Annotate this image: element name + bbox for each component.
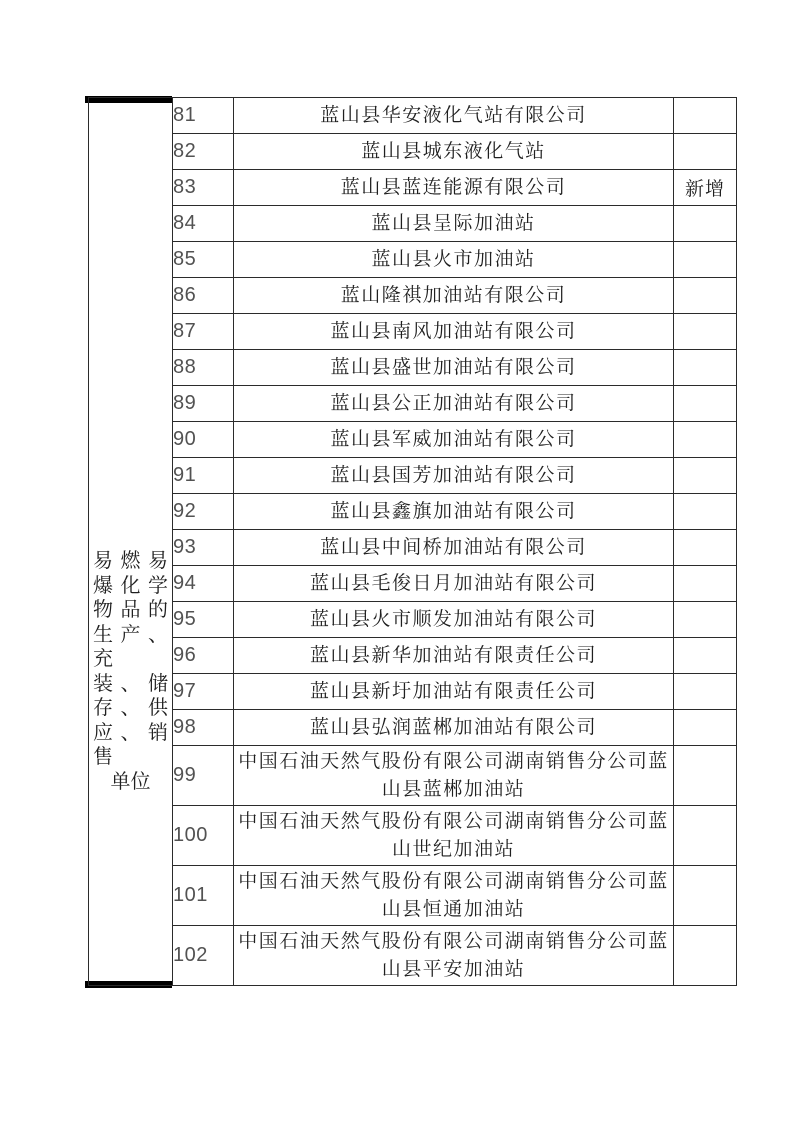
unit-name-cell: 中国石油天然气股份有限公司湖南销售分公司蓝山县恒通加油站 xyxy=(234,866,674,926)
status-cell xyxy=(674,278,737,314)
category-header-text xyxy=(89,289,172,794)
table-row xyxy=(89,242,737,278)
category-line: 物品的 xyxy=(93,599,168,621)
unit-name-cell: 蓝山隆祺加油站有限公司 xyxy=(234,278,674,314)
row-number-cell: 94 xyxy=(173,566,234,602)
status-cell xyxy=(674,746,737,806)
hazmat-units-table xyxy=(88,97,737,986)
table-row xyxy=(89,494,737,530)
unit-name-cell: 蓝山县蓝连能源有限公司 xyxy=(234,170,674,206)
table-row xyxy=(89,566,737,602)
row-number-cell: 96 xyxy=(173,638,234,674)
unit-name-cell: 蓝山县国芳加油站有限公司 xyxy=(234,458,674,494)
row-number-cell: 91 xyxy=(173,458,234,494)
table-row xyxy=(89,458,737,494)
status-cell xyxy=(674,566,737,602)
unit-name-cell: 蓝山县鑫旗加油站有限公司 xyxy=(234,494,674,530)
row-number-cell: 102 xyxy=(173,926,234,986)
status-cell xyxy=(674,494,737,530)
row-number-cell: 87 xyxy=(173,314,234,350)
row-number-cell: 83 xyxy=(173,170,234,206)
status-cell xyxy=(674,350,737,386)
table-row xyxy=(89,98,737,134)
table-row xyxy=(89,866,737,926)
unit-name-cell: 蓝山县新华加油站有限责任公司 xyxy=(234,638,674,674)
unit-name-cell: 蓝山县弘润蓝郴加油站有限公司 xyxy=(234,710,674,746)
row-number-cell: 89 xyxy=(173,386,234,422)
row-number-cell: 85 xyxy=(173,242,234,278)
status-cell xyxy=(674,206,737,242)
unit-name-cell: 蓝山县中间桥加油站有限公司 xyxy=(234,530,674,566)
category-line: 易燃易 xyxy=(93,550,168,572)
unit-name-cell: 中国石油天然气股份有限公司湖南销售分公司蓝山世纪加油站 xyxy=(234,806,674,866)
category-line: 存、供 xyxy=(93,697,168,719)
table-row xyxy=(89,530,737,566)
table-row xyxy=(89,806,737,866)
status-cell xyxy=(674,602,737,638)
category-line: 应、销售 xyxy=(93,721,168,768)
category-line: 爆化学 xyxy=(93,574,168,597)
row-number-cell: 98 xyxy=(173,710,234,746)
status-cell: 新增 xyxy=(674,170,737,206)
table-row xyxy=(89,674,737,710)
unit-name-cell: 蓝山县城东液化气站 xyxy=(234,134,674,170)
status-cell xyxy=(674,242,737,278)
row-number-cell: 90 xyxy=(173,422,234,458)
status-cell xyxy=(674,806,737,866)
status-cell xyxy=(674,530,737,566)
status-cell xyxy=(674,314,737,350)
unit-name-cell: 蓝山县火市加油站 xyxy=(234,242,674,278)
table-row xyxy=(89,602,737,638)
row-number-cell: 100 xyxy=(173,806,234,866)
status-cell xyxy=(674,458,737,494)
row-number-cell: 101 xyxy=(173,866,234,926)
row-number-cell: 99 xyxy=(173,746,234,806)
row-number-cell: 93 xyxy=(173,530,234,566)
table-row xyxy=(89,170,737,206)
table-row xyxy=(89,314,737,350)
status-cell xyxy=(674,710,737,746)
category-header-cell xyxy=(89,98,173,986)
category-line: 生产、充 xyxy=(93,623,168,670)
table-row xyxy=(89,746,737,806)
row-number-cell: 95 xyxy=(173,602,234,638)
status-cell xyxy=(674,134,737,170)
unit-name-cell: 蓝山县南风加油站有限公司 xyxy=(234,314,674,350)
status-cell xyxy=(674,98,737,134)
category-line: 单位 xyxy=(110,770,151,793)
unit-name-cell: 中国石油天然气股份有限公司湖南销售分公司蓝山县平安加油站 xyxy=(234,926,674,986)
status-cell xyxy=(674,386,737,422)
status-cell xyxy=(674,926,737,986)
unit-name-cell: 蓝山县华安液化气站有限公司 xyxy=(234,98,674,134)
row-number-cell: 88 xyxy=(173,350,234,386)
unit-name-cell: 蓝山县毛俊日月加油站有限公司 xyxy=(234,566,674,602)
unit-name-cell: 蓝山县公正加油站有限公司 xyxy=(234,386,674,422)
unit-name-cell: 中国石油天然气股份有限公司湖南销售分公司蓝山县蓝郴加油站 xyxy=(234,746,674,806)
row-number-cell: 82 xyxy=(173,134,234,170)
status-cell xyxy=(674,638,737,674)
row-number-cell: 84 xyxy=(173,206,234,242)
table-row xyxy=(89,350,737,386)
status-cell xyxy=(674,422,737,458)
unit-name-cell: 蓝山县盛世加油站有限公司 xyxy=(234,350,674,386)
table-row xyxy=(89,422,737,458)
table-row xyxy=(89,134,737,170)
row-number-cell: 86 xyxy=(173,278,234,314)
status-cell xyxy=(674,866,737,926)
table-row xyxy=(89,710,737,746)
unit-name-cell: 蓝山县火市顺发加油站有限公司 xyxy=(234,602,674,638)
unit-name-cell: 蓝山县呈际加油站 xyxy=(234,206,674,242)
row-number-cell: 97 xyxy=(173,674,234,710)
unit-name-cell: 蓝山县新圩加油站有限责任公司 xyxy=(234,674,674,710)
row-number-cell: 81 xyxy=(173,98,234,134)
table-row xyxy=(89,926,737,986)
unit-name-cell: 蓝山县军威加油站有限公司 xyxy=(234,422,674,458)
row-number-cell: 92 xyxy=(173,494,234,530)
table-row xyxy=(89,638,737,674)
status-cell xyxy=(674,674,737,710)
table-row xyxy=(89,206,737,242)
category-line: 装、储 xyxy=(93,672,168,695)
table-row xyxy=(89,386,737,422)
table-row xyxy=(89,278,737,314)
table-body xyxy=(89,98,737,986)
